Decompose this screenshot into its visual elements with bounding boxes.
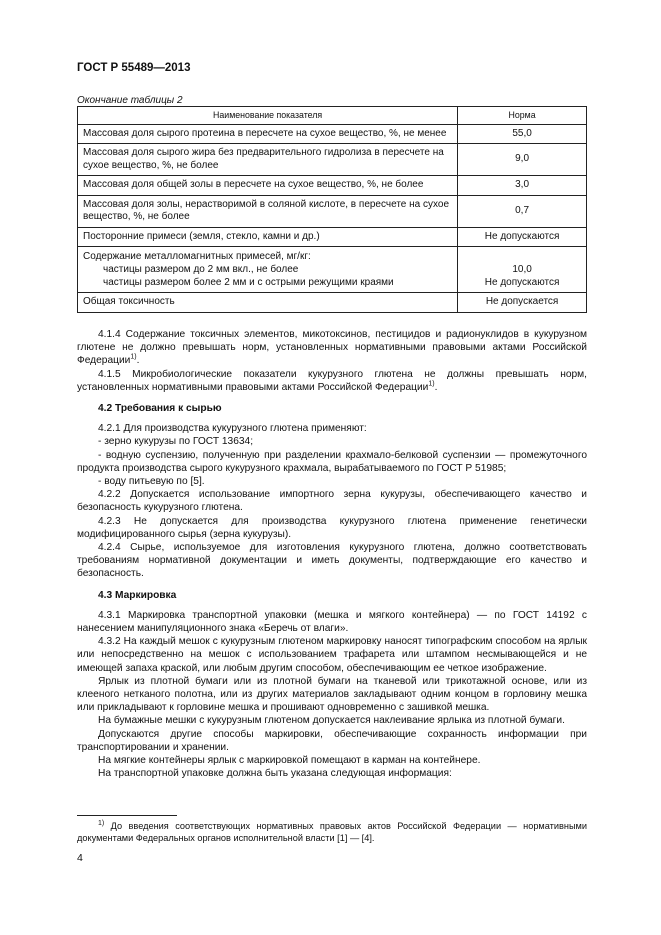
paragraph-4-3-1: 4.3.1 Маркировка транспортной упаковки (мешка и мягкого контейнера) — по ГОСТ 14192 с нанесением манипуляционного знака «Беречь от влаги».: [77, 609, 587, 635]
metal-impurities-sub1: частицы размером до 2 мм вкл., не более: [103, 264, 299, 275]
row-norm: 0,7: [458, 195, 587, 227]
standard-header: ГОСТ Р 55489—2013: [77, 62, 191, 74]
paragraph-4-2-4: 4.2.4 Сырье, используемое для изготовления кукурузного глютена, должно соответствовать требованиям нормативной документации и иметь документы, подтверждающие его качество и безопасность.: [77, 542, 587, 580]
row-norm: Не допускаются: [458, 227, 587, 247]
section-heading-4-3: 4.3 Маркировка: [98, 589, 177, 601]
row-norm: Не допускается: [458, 293, 587, 313]
table-row: [78, 195, 587, 227]
table-row: [78, 124, 587, 144]
paragraph: Ярлык из плотной бумаги или из плотной бумаги на тканевой или трикотажной основе, или из клееного нетканого полотна, или из других материалов закладывают одним концом в горловину мешка или прикладывают к горловине мешка и прошивают одновременно с зашивкой мешка.: [77, 675, 587, 714]
column-header-norm: Норма: [458, 107, 587, 125]
paragraph-4-2-3: 4.2.3 Не допускается для производства кукурузного глютена применение генетически модифицированного сырья (зерна кукурузы).: [77, 515, 587, 540]
paragraph: На бумажные мешки с кукурузным глютеном допускается наклеивание ярлыка из плотной бумаги.: [98, 715, 565, 727]
table-caption: Окончание таблицы 2: [77, 95, 183, 106]
paragraph: На мягкие контейнеры ярлык с маркировкой помещают в карман на контейнере.: [98, 755, 481, 767]
metal-impurities-sub2: частицы размером более 2 мм и с острыми режущими краями: [103, 277, 394, 288]
table-row: [78, 293, 587, 313]
paragraph: На транспортной упаковке должна быть указана следующая информация:: [98, 768, 452, 780]
row-name: Массовая доля золы, нерастворимой в соляной кислоте, в пересчете на сухое вещество, %, не более: [78, 195, 458, 227]
row-name: Общая токсичность: [78, 293, 458, 313]
list-item: - зерно кукурузы по ГОСТ 13634;: [98, 436, 254, 448]
table-header-row: [78, 107, 587, 125]
row-norm: 9,0: [458, 144, 587, 176]
row-name: Посторонние примеси (земля, стекло, камни и др.): [78, 227, 458, 247]
row-name: Массовая доля сырого жира без предварительного гидролиза в пересчете на сухое вещество, %, не более: [78, 144, 458, 176]
list-item: - воду питьевую по [5].: [98, 476, 205, 488]
paragraph-4-2-2: 4.2.2 Допускается использование импортного зерна кукурузы, обеспечивающего качество и безопасность кукурузного глютена.: [77, 489, 587, 514]
body-text: [77, 328, 587, 781]
metal-impurities-title: Содержание металломагнитных примесей, мг/кг:: [83, 251, 311, 262]
row-name: [78, 247, 458, 293]
table-row: [78, 227, 587, 247]
row-norm: [458, 247, 587, 293]
row-name: Массовая доля общей золы в пересчете на сухое вещество, %, не более: [78, 176, 458, 196]
section-heading-4-2: 4.2 Требования к сырью: [98, 403, 222, 415]
row-norm: 3,0: [458, 176, 587, 196]
metal-impurities-sub1-norm: 10,0: [512, 264, 532, 275]
list-item: - водную суспензию, полученную при разделении крахмало-белковой суспензии — промежуточного продукта производства сырого кукурузного крахмала, вырабатываемого по ГОСТ Р 51985;: [77, 449, 587, 474]
footnote: $^{1)}$ До введения соответствующих нормативных правовых актов Российской Федерации — нормативными документами Федеральных органов исполнительной власти [1] — [4].: [77, 819, 587, 843]
paragraph-4-3-2: 4.3.2 На каждый мешок с кукурузным глютеном маркировку наносят типографским способом на ярлык или непосредственно на мешок с использованием трафарета или штампом несмывающейся и не имеющей запаха краской, или любым другим способом, обеспечивающим ее четкое изображение.: [77, 636, 587, 674]
paragraph-4-1-5: 4.1.5 Микробиологические показатели кукурузного глютена не должны превышать норм, установленных нормативными правовыми актами Российской Федерации$^{1)}$.: [77, 368, 587, 393]
page-number: 4: [77, 852, 83, 864]
table-row-metal-impurities: [78, 247, 587, 293]
column-header-name: Наименование показателя: [78, 107, 458, 125]
paragraph-4-1-4: 4.1.4 Содержание токсичных элементов, микотоксинов, пестицидов и радионуклидов в кукурузном глютене не должно превышать норм, установленных нормативными правовыми актами Российской Федерации$^{1)}$.: [77, 329, 587, 367]
metal-impurities-sub2-norm: Не допускаются: [484, 277, 560, 288]
row-name: Массовая доля сырого протеина в пересчете на сухое вещество, %, не менее: [78, 124, 458, 144]
specification-table: [77, 106, 587, 313]
row-norm: 55,0: [458, 124, 587, 144]
footnote-divider: [77, 815, 177, 816]
table-row: [78, 144, 587, 176]
table-row: [78, 176, 587, 196]
paragraph: Допускаются другие способы маркировки, обеспечивающие сохранность информации при транспортировании и хранении.: [77, 728, 587, 753]
paragraph-4-2-1: 4.2.1 Для производства кукурузного глютена применяют:: [98, 423, 367, 435]
